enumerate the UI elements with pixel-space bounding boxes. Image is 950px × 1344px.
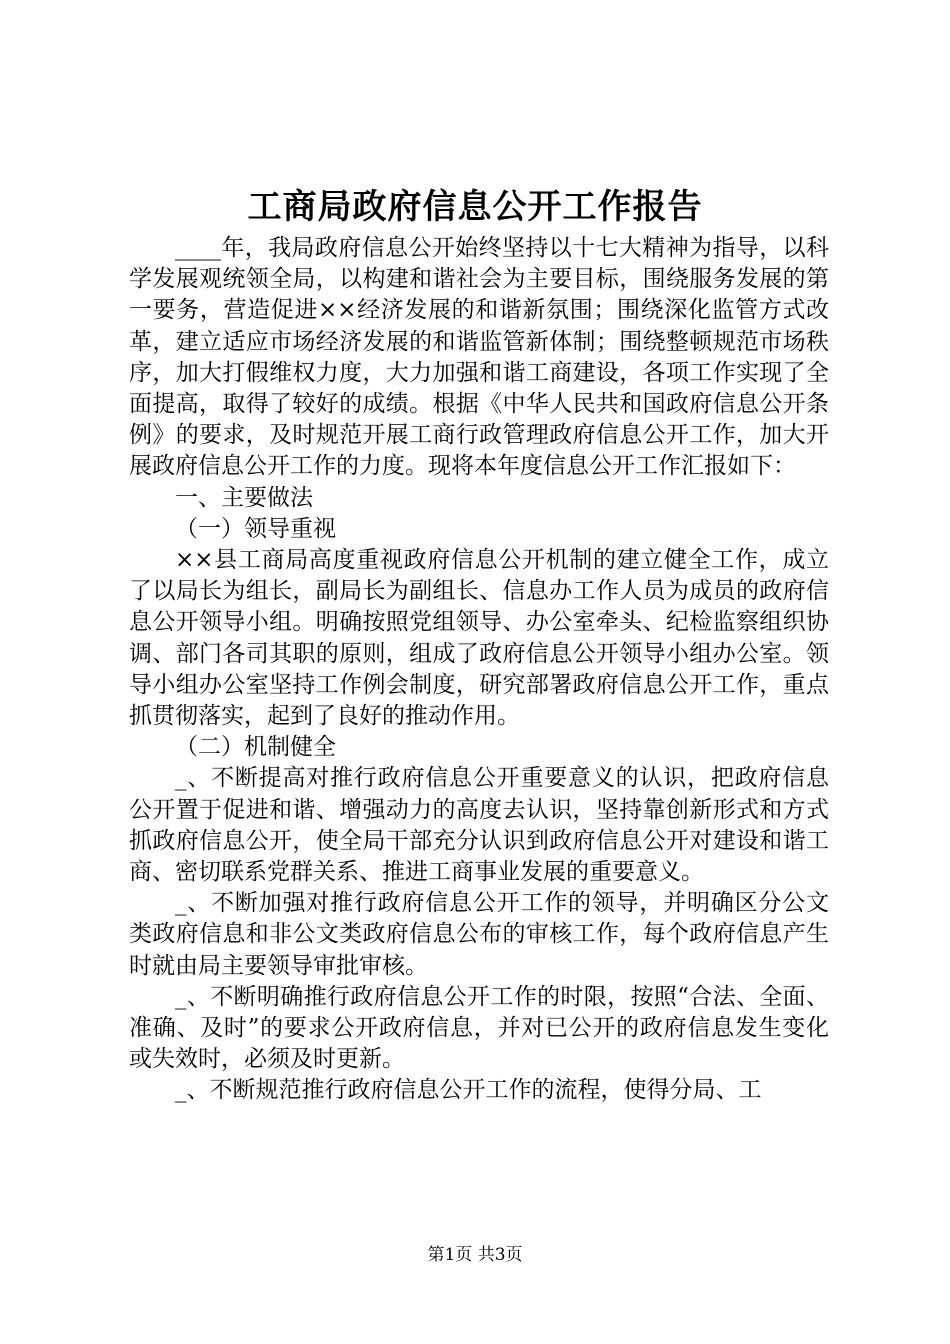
- mechanism-paragraph-4: _、不断规范推行政府信息公开工作的流程，使得分局、工: [175, 1077, 762, 1104]
- leadership-paragraph: ××县工商局高度重视政府信息公开机制的建立健全工作，成立了以局长为组长，副局长为副组长、信息办工作人员为成员的政府信息公开领导小组。明确按照党组领导、办公室牵头、纪检监察组织协调、部门各司其职的原则，组成了政府信息公开领导小组办公室。领导小组办公室坚持工作例会制度，研究部署政府信息公开工作，重点抓贯彻落实，起到了良好的推动作用。: [129, 547, 829, 730]
- document-title: 工商局政府信息公开工作报告: [247, 187, 703, 227]
- document-body: [129, 233, 829, 1107]
- mechanism-paragraph-1: _、不断提高对推行政府信息公开重要意义的认识，把政府信息公开置于促进和谐、增强动力的高度去认识，坚持靠创新形式和方式抓政府信息公开，使全局干部充分认识到政府信息公开对建设和谐工商、密切联系党群关系、推进工商事业发展的重要意义。: [129, 765, 829, 886]
- subsection-heading-mechanism: （二）机制健全: [175, 734, 336, 761]
- page-footer: 第1页 共3页: [427, 1245, 523, 1265]
- section-heading-main-practices: 一、主要做法: [175, 484, 313, 511]
- mechanism-paragraph-2: _、不断加强对推行政府信息公开工作的领导，并明确区分公文类政府信息和非公文类政府信息公布的审核工作，每个政府信息产生时就由局主要领导审批审核。: [129, 890, 829, 979]
- mechanism-paragraph-3: _、不断明确推行政府信息公开工作的时限，按照“合法、全面、准确、及时”的要求公开政府信息，并对已公开的政府信息发生变化或失效时，必须及时更新。: [129, 983, 829, 1073]
- subsection-heading-leadership: （一）领导重视: [175, 515, 336, 542]
- intro-paragraph: ____年，我局政府信息公开始终坚持以十七大精神为指导，以科学发展观统领全局，以构建和谐社会为主要目标，围绕服务发展的第一要务，营造促进××经济发展的和谐新氛围；围绕深化监管方式改革，建立适应市场经济发展的和谐监管新体制；围绕整顿规范市场秩序，加大打假维权力度，大力加强和谐工商建设，各项工作实现了全面提高，取得了较好的成绩。根据《中华人民共和国政府信息公开条例》的要求，及时规范开展工商行政管理政府信息公开工作，加大开展政府信息公开工作的力度。现将本年度信息公开工作汇报如下：: [129, 235, 829, 480]
